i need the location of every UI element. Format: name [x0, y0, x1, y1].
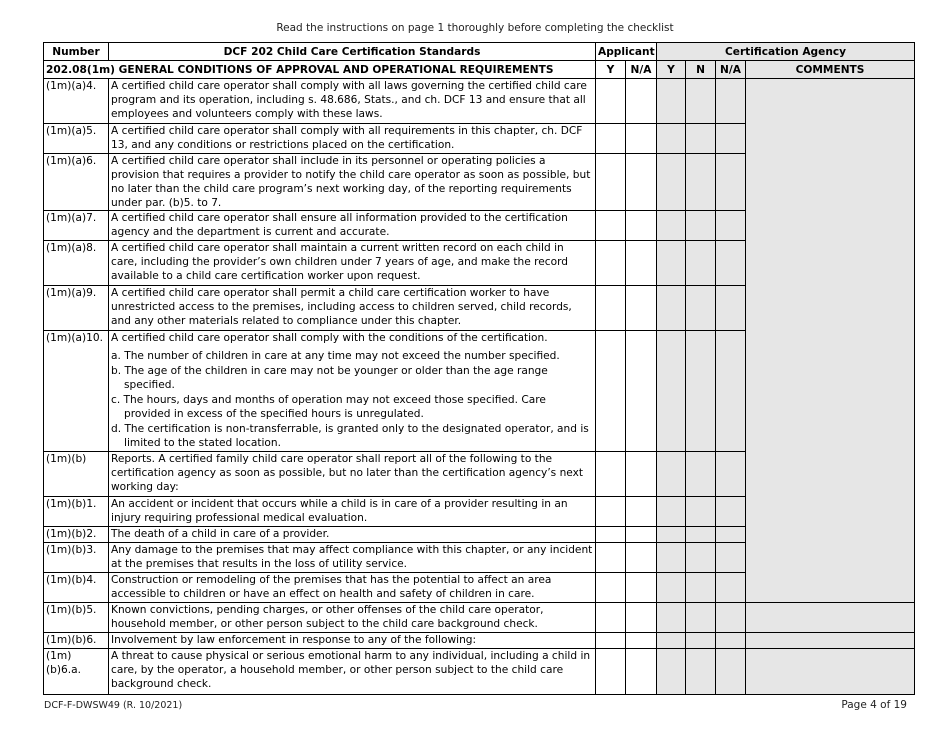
agency-n-checkbox[interactable] — [686, 154, 716, 211]
applicant-y-checkbox[interactable] — [596, 543, 626, 573]
agency-n-checkbox[interactable] — [686, 286, 716, 331]
condition-item: c. The hours, days and months of operation may not exceed those specified. Care provided in excess of the specified hours is unregulated. — [111, 394, 546, 420]
table-row — [44, 633, 915, 649]
standard-text-cell — [109, 79, 596, 124]
standard-number: (1m)(a)10. — [44, 331, 109, 452]
agency-y-checkbox[interactable] — [657, 211, 686, 241]
standard-text-cell — [109, 286, 596, 331]
standard-text: A threat to cause physical or serious emotional harm to any individual, including a child in care, by the operator, a household member, or other person subject to the child care background check. — [111, 650, 591, 690]
instructions-note: Read the instructions on page 1 thoroughly before completing the checklist — [276, 22, 674, 34]
agency-na-checkbox[interactable] — [716, 241, 746, 286]
standard-text-cell — [109, 331, 596, 452]
table-row — [44, 79, 915, 124]
agency-y-checkbox[interactable] — [657, 124, 686, 154]
applicant-na-checkbox[interactable] — [626, 154, 657, 211]
column-standards: DCF 202 Child Care Certification Standards — [109, 43, 596, 61]
standard-text: A certified child care operator shall comply with the conditions of the certification. — [111, 332, 548, 344]
condition-item: d. The certification is non-transferrable, is granted only to the designated operator, and is limited to the stated location. — [111, 423, 589, 449]
agency-y-checkbox[interactable] — [657, 527, 686, 543]
agency-na-checkbox[interactable] — [716, 527, 746, 543]
standard-number: (1m)(b)2. — [44, 527, 109, 543]
applicant-na-checkbox[interactable] — [626, 649, 657, 695]
agency-y-checkbox[interactable] — [657, 452, 686, 497]
agency-n-checkbox[interactable] — [686, 241, 716, 286]
standard-number: (1m)(a)9. — [44, 286, 109, 331]
standard-text: Involvement by law enforcement in response to any of the following: — [111, 634, 477, 646]
column-certification-agency: Certification Agency — [657, 43, 915, 61]
certification-checklist-table — [43, 42, 915, 695]
applicant-na-checkbox[interactable] — [626, 603, 657, 633]
applicant-y-checkbox[interactable] — [596, 633, 626, 649]
applicant-y-checkbox[interactable] — [596, 603, 626, 633]
agency-n-checkbox[interactable] — [686, 527, 716, 543]
condition-list — [111, 349, 593, 450]
applicant-y-header: Y — [596, 61, 626, 79]
standard-number: (1m)(b)4. — [44, 573, 109, 603]
agency-y-checkbox[interactable] — [657, 154, 686, 211]
agency-na-checkbox[interactable] — [716, 603, 746, 633]
standard-number: (1m)(b)6.a. — [44, 649, 109, 695]
agency-na-checkbox[interactable] — [716, 573, 746, 603]
agency-n-checkbox[interactable] — [686, 497, 716, 527]
table-header-row — [44, 43, 915, 61]
agency-na-checkbox[interactable] — [716, 154, 746, 211]
applicant-y-checkbox[interactable] — [596, 452, 626, 497]
agency-na-checkbox[interactable] — [716, 633, 746, 649]
standard-text-cell — [109, 211, 596, 241]
agency-n-checkbox[interactable] — [686, 543, 716, 573]
agency-n-checkbox[interactable] — [686, 124, 716, 154]
applicant-y-checkbox[interactable] — [596, 154, 626, 211]
agency-y-checkbox[interactable] — [657, 649, 686, 695]
applicant-na-checkbox[interactable] — [626, 527, 657, 543]
applicant-y-checkbox[interactable] — [596, 79, 626, 124]
standard-text-cell — [109, 649, 596, 695]
applicant-y-checkbox[interactable] — [596, 649, 626, 695]
agency-na-header: N/A — [716, 61, 746, 79]
agency-na-checkbox[interactable] — [716, 497, 746, 527]
agency-n-checkbox[interactable] — [686, 633, 716, 649]
standard-number: (1m)(b)1. — [44, 497, 109, 527]
agency-y-checkbox[interactable] — [657, 286, 686, 331]
applicant-y-checkbox[interactable] — [596, 286, 626, 331]
standard-text: A certified child care operator shall include in its personnel or operating policies a provision that requires a provider to notify the child care operator as soon as possible, but no later than the child care program’s next working day, of the reporting requirements under par. (b)5. to 7. — [111, 155, 591, 209]
table-row — [44, 603, 915, 633]
applicant-na-checkbox[interactable] — [626, 452, 657, 497]
agency-n-checkbox[interactable] — [686, 331, 716, 452]
agency-y-header: Y — [657, 61, 686, 79]
standard-number: (1m)(b)5. — [44, 603, 109, 633]
standard-text: A certified child care operator shall comply with all laws governing the certified child care program and its operation, including s. 48.686, Stats., and ch. DCF 13 and ensure that all employees and volunteers comply with these laws. — [111, 80, 587, 120]
agency-comments-field[interactable] — [746, 603, 915, 633]
agency-na-checkbox[interactable] — [716, 649, 746, 695]
agency-n-checkbox[interactable] — [686, 649, 716, 695]
agency-y-checkbox[interactable] — [657, 79, 686, 124]
applicant-y-checkbox[interactable] — [596, 527, 626, 543]
agency-y-checkbox[interactable] — [657, 497, 686, 527]
agency-y-checkbox[interactable] — [657, 603, 686, 633]
applicant-na-checkbox[interactable] — [626, 497, 657, 527]
applicant-na-checkbox[interactable] — [626, 633, 657, 649]
standard-text-cell — [109, 452, 596, 497]
standard-number: (1m)(a)6. — [44, 154, 109, 211]
column-number: Number — [44, 43, 109, 61]
agency-na-checkbox[interactable] — [716, 286, 746, 331]
agency-y-checkbox[interactable] — [657, 331, 686, 452]
standard-text-cell — [109, 124, 596, 154]
section-title: 202.08(1m) GENERAL CONDITIONS OF APPROVAL AND OPERATIONAL REQUIREMENTS — [44, 61, 596, 79]
standard-text: A certified child care operator shall comply with all requirements in this chapter, ch. DCF 13, and any conditions or restrictions placed on the certification. — [111, 125, 583, 151]
standard-text-cell — [109, 603, 596, 633]
standard-text: A certified child care operator shall permit a child care certification worker to have unrestricted access to the premises, including access to children served, child records, and any other materials related to compliance under this chapter. — [111, 287, 572, 327]
standard-text: Any damage to the premises that may affect compliance with this chapter, or any incident at the premises that results in the loss of utility service. — [111, 544, 593, 570]
standard-text-cell — [109, 154, 596, 211]
standard-text-cell — [109, 527, 596, 543]
applicant-na-checkbox[interactable] — [626, 331, 657, 452]
condition-item: b. The age of the children in care may not be younger or older than the age range specified. — [111, 365, 548, 391]
standard-number: (1m)(a)4. — [44, 79, 109, 124]
applicant-y-checkbox[interactable] — [596, 573, 626, 603]
agency-n-checkbox[interactable] — [686, 211, 716, 241]
standard-text: The death of a child in care of a provider. — [111, 528, 330, 540]
agency-na-checkbox[interactable] — [716, 79, 746, 124]
applicant-na-checkbox[interactable] — [626, 124, 657, 154]
applicant-na-checkbox[interactable] — [626, 211, 657, 241]
applicant-y-checkbox[interactable] — [596, 124, 626, 154]
standard-number: (1m)(b)3. — [44, 543, 109, 573]
standard-text: An accident or incident that occurs while a child is in care of a provider resulting in an injury requiring professional medical evaluation. — [111, 498, 568, 524]
agency-comments-field[interactable] — [746, 649, 915, 695]
applicant-y-checkbox[interactable] — [596, 211, 626, 241]
agency-n-header: N — [686, 61, 716, 79]
agency-comments-field[interactable] — [746, 633, 915, 649]
applicant-na-checkbox[interactable] — [626, 241, 657, 286]
applicant-na-checkbox[interactable] — [626, 573, 657, 603]
agency-na-checkbox[interactable] — [716, 124, 746, 154]
agency-na-checkbox[interactable] — [716, 452, 746, 497]
applicant-y-checkbox[interactable] — [596, 241, 626, 286]
applicant-na-header: N/A — [626, 61, 657, 79]
agency-n-checkbox[interactable] — [686, 573, 716, 603]
agency-y-checkbox[interactable] — [657, 543, 686, 573]
standard-text: Construction or remodeling of the premises that has the potential to affect an area accessible to children or have an effect on health and safety of children in care. — [111, 574, 552, 600]
standard-text-cell — [109, 543, 596, 573]
standard-text: Known convictions, pending charges, or other offenses of the child care operator, household member, or other person subject to the child care background check. — [111, 604, 544, 630]
agency-na-checkbox[interactable] — [716, 331, 746, 452]
applicant-na-checkbox[interactable] — [626, 79, 657, 124]
standard-text: A certified child care operator shall ensure all information provided to the certification agency and the department is current and accurate. — [111, 212, 568, 238]
standard-number: (1m)(a)7. — [44, 211, 109, 241]
standard-number: (1m)(b)6. — [44, 633, 109, 649]
table-row — [44, 649, 915, 695]
column-applicant: Applicant — [596, 43, 657, 61]
agency-y-checkbox[interactable] — [657, 573, 686, 603]
agency-n-checkbox[interactable] — [686, 452, 716, 497]
agency-n-checkbox[interactable] — [686, 603, 716, 633]
page-number: Page 4 of 19 — [841, 699, 907, 711]
standard-text: A certified child care operator shall maintain a current written record on each child in care, including the provider’s own children under 7 years of age, and make the record available to a child care certification worker upon request. — [111, 242, 568, 282]
standard-text: Reports. A certified family child care operator shall report all of the following to the certification agency as soon as possible, but no later than the certification agency’s next working day: — [111, 453, 584, 493]
standard-number: (1m)(a)8. — [44, 241, 109, 286]
applicant-na-checkbox[interactable] — [626, 543, 657, 573]
standard-text-cell — [109, 573, 596, 603]
form-id: DCF-F-DWSW49 (R. 10/2021) — [44, 700, 183, 711]
standard-number: (1m)(a)5. — [44, 124, 109, 154]
condition-item: a. The number of children in care at any time may not exceed the number specified. — [111, 350, 560, 362]
agency-y-checkbox[interactable] — [657, 241, 686, 286]
applicant-y-checkbox[interactable] — [596, 497, 626, 527]
standard-text-cell — [109, 497, 596, 527]
standard-text-cell — [109, 633, 596, 649]
applicant-y-checkbox[interactable] — [596, 331, 626, 452]
agency-na-checkbox[interactable] — [716, 543, 746, 573]
agency-y-checkbox[interactable] — [657, 633, 686, 649]
applicant-na-checkbox[interactable] — [626, 286, 657, 331]
section-header-row — [44, 61, 915, 79]
agency-comments-header: COMMENTS — [746, 61, 915, 79]
agency-comments-field[interactable] — [746, 79, 915, 603]
standard-text-cell — [109, 241, 596, 286]
agency-na-checkbox[interactable] — [716, 211, 746, 241]
standard-number: (1m)(b) — [44, 452, 109, 497]
agency-n-checkbox[interactable] — [686, 79, 716, 124]
